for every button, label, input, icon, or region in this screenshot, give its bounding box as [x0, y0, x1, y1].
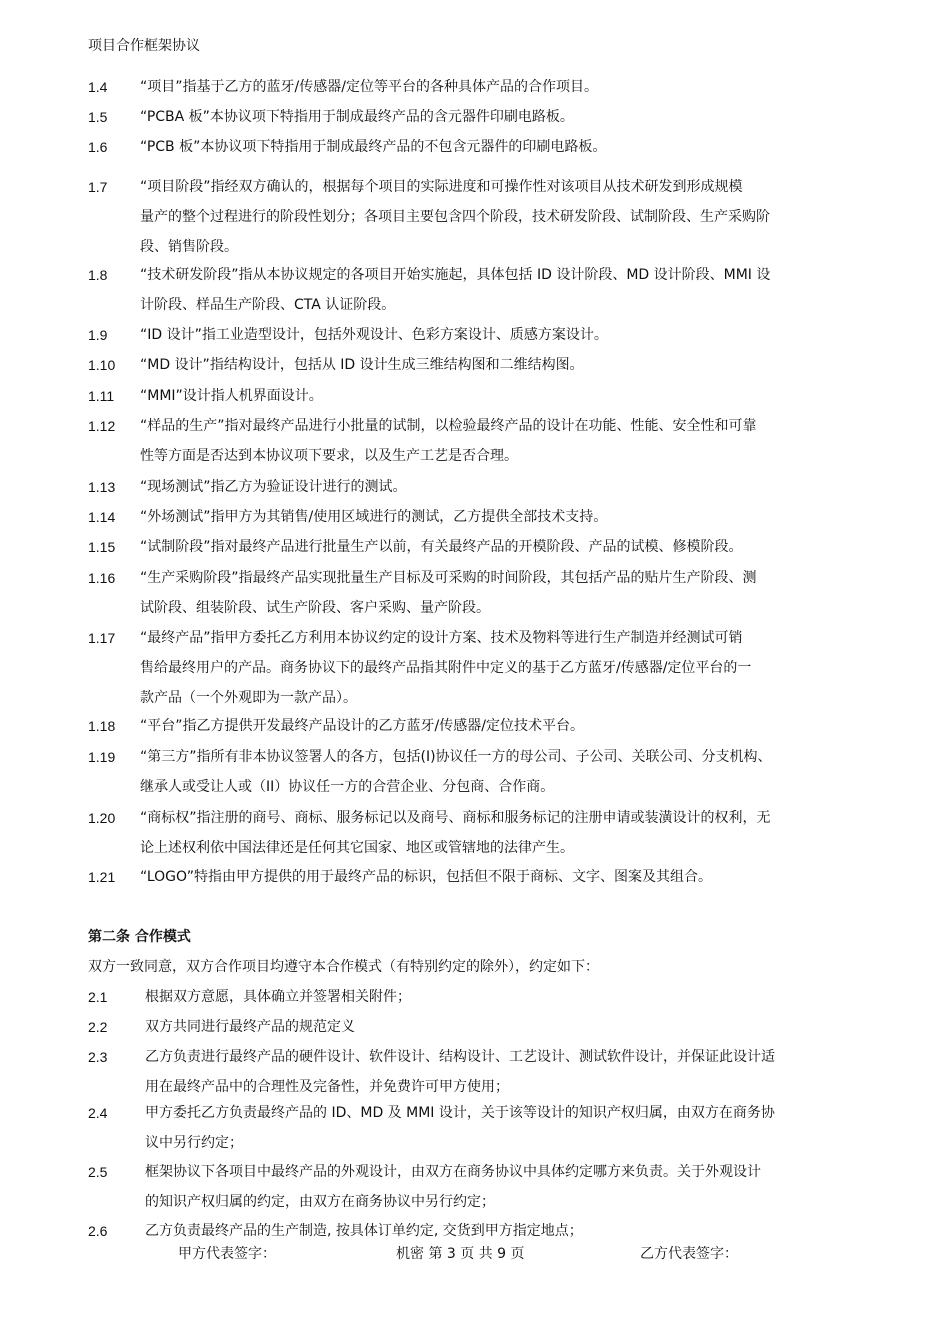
item-text: 框架协议下各项目中最终产品的外观设计，由双方在商务协议中具体约定哪方来负责。关于外观设计 的知识产权归属的约定，由双方在商务协议中另行约定； [145, 1164, 761, 1210]
item-number: 2.2 [88, 1019, 108, 1035]
item-number: 1.18 [88, 718, 116, 734]
item-number: 1.17 [88, 630, 116, 646]
item-text: “生产采购阶段”指最终产品实现批量生产目标及可采购的时间阶段，其包括产品的贴片生产阶段、测 试阶段、组装阶段、试生产阶段、客户采购、量产阶段。 [140, 570, 757, 616]
item-number: 1.15 [88, 539, 116, 555]
item-text: “第三方”指所有非本协议签署人的各方，包括(Ⅰ)协议任一方的母公司、子公司、关联公司、分支机构、 继承人或受让人或（II）协议任一方的合营企业、分包商、合作商。 [140, 749, 772, 795]
page-footer [0, 1242, 950, 1266]
page-number: 机密 第 3 页 共 9 页 [396, 1246, 525, 1262]
item-text: 甲方委托乙方负责最终产品的 ID、MD 及 MMI 设计，关于该等设计的知识产权归属，由双方在商务协 议中另行约定； [145, 1105, 775, 1151]
item-number: 1.16 [88, 570, 116, 586]
party-b-signature-label: 乙方代表签字： [640, 1246, 738, 1262]
item-text: “外场测试”指甲方为其销售/使用区域进行的测试，乙方提供全部技术支持。 [140, 509, 608, 525]
item-number: 2.1 [88, 989, 108, 1005]
item-text: 乙方负责进行最终产品的硬件设计、软件设计、结构设计、工艺设计、测试软件设计，并保证此设计适 用在最终产品中的合理性及完备性，并免费许可甲方使用； [145, 1049, 775, 1095]
section-intro: 双方一致同意，双方合作项目均遵守本合作模式（有特别约定的除外），约定如下： [88, 959, 599, 975]
item-text: “MMI”设计指人机界面设计。 [140, 388, 323, 404]
item-text: “平台”指乙方提供开发最终产品设计的乙方蓝牙/传感器/定位技术平台。 [140, 718, 584, 734]
item-text: “LOGO”特指由甲方提供的用于最终产品的标识，包括但不限于商标、文字、图案及其组合。 [140, 869, 713, 885]
document-header: 项目合作框架协议 [88, 38, 200, 54]
item-number: 1.10 [88, 357, 116, 373]
item-number: 1.9 [88, 327, 108, 343]
item-number: 1.12 [88, 418, 116, 434]
item-text: “项目阶段”指经双方确认的，根据每个项目的实际进度和可操作性对该项目从技术研发到形成规模 量产的整个过程进行的阶段性划分；各项目主要包含四个阶段，技术研发阶段、试制阶段、生产采购阶 段、销售阶段。 [140, 179, 770, 255]
item-number: 1.4 [88, 79, 108, 95]
item-text: 双方共同进行最终产品的规范定义 [145, 1019, 355, 1035]
item-number: 2.4 [88, 1105, 108, 1121]
item-number: 1.13 [88, 479, 116, 495]
item-number: 1.21 [88, 869, 116, 885]
item-number: 2.5 [88, 1164, 108, 1180]
item-text: “技术研发阶段”指从本协议规定的各项目开始实施起，具体包括 ID 设计阶段、MD 设计阶段、MMI 设 计阶段、样品生产阶段、CTA 认证阶段。 [140, 267, 771, 313]
item-text: “最终产品”指甲方委托乙方利用本协议约定的设计方案、技术及物料等进行生产制造并经测试可销 售给最终用户的产品。商务协议下的最终产品指其附件中定义的基于乙方蓝牙/传感器/定位平台的一 款产品（一个外观即为一款产品）。 [140, 630, 752, 706]
item-text: “PCBA 板”本协议项下特指用于制成最终产品的含元器件印刷电路板。 [140, 109, 574, 125]
item-text: “现场测试”指乙方为验证设计进行的测试。 [140, 479, 407, 495]
item-text: “MD 设计”指结构设计，包括从 ID 设计生成三维结构图和二维结构图。 [140, 357, 584, 373]
item-number: 1.14 [88, 509, 116, 525]
item-text: “ID 设计”指工业造型设计，包括外观设计、色彩方案设计、质感方案设计。 [140, 327, 608, 343]
item-text: “PCB 板”本协议项下特指用于制成最终产品的不包含元器件的印刷电路板。 [140, 139, 607, 155]
item-text: 根据双方意愿，具体确立并签署相关附件； [145, 989, 411, 1005]
item-number: 1.11 [88, 388, 115, 404]
item-text: 乙方负责最终产品的生产制造, 按具体订单约定, 交货到甲方指定地点； [145, 1223, 583, 1239]
item-number: 1.5 [88, 109, 108, 125]
item-text: “试制阶段”指对最终产品进行批量生产以前，有关最终产品的开模阶段、产品的试模、修模阶段。 [140, 539, 743, 555]
item-number: 1.20 [88, 810, 116, 826]
item-text: “样品的生产”指对最终产品进行小批量的试制，以检验最终产品的设计在功能、性能、安全性和可靠 性等方面是否达到本协议项下要求，以及生产工艺是否合理。 [140, 418, 757, 464]
item-text: “项目”指基于乙方的蓝牙/传感器/定位等平台的各种具体产品的合作项目。 [140, 79, 598, 95]
item-number: 1.7 [88, 179, 108, 195]
item-number: 1.8 [88, 267, 108, 283]
item-text: “商标权”指注册的商号、商标、服务标记以及商号、商标和服务标记的注册申请或装潢设计的权利，无 论上述权利依中国法律还是任何其它国家、地区或管辖地的法律产生。 [140, 810, 771, 856]
item-number: 2.6 [88, 1223, 108, 1239]
item-number: 1.19 [88, 749, 116, 765]
item-number: 2.3 [88, 1049, 108, 1065]
section-title: 第二条 合作模式 [88, 929, 191, 945]
party-a-signature-label: 甲方代表签字： [178, 1246, 276, 1262]
item-number: 1.6 [88, 139, 108, 155]
